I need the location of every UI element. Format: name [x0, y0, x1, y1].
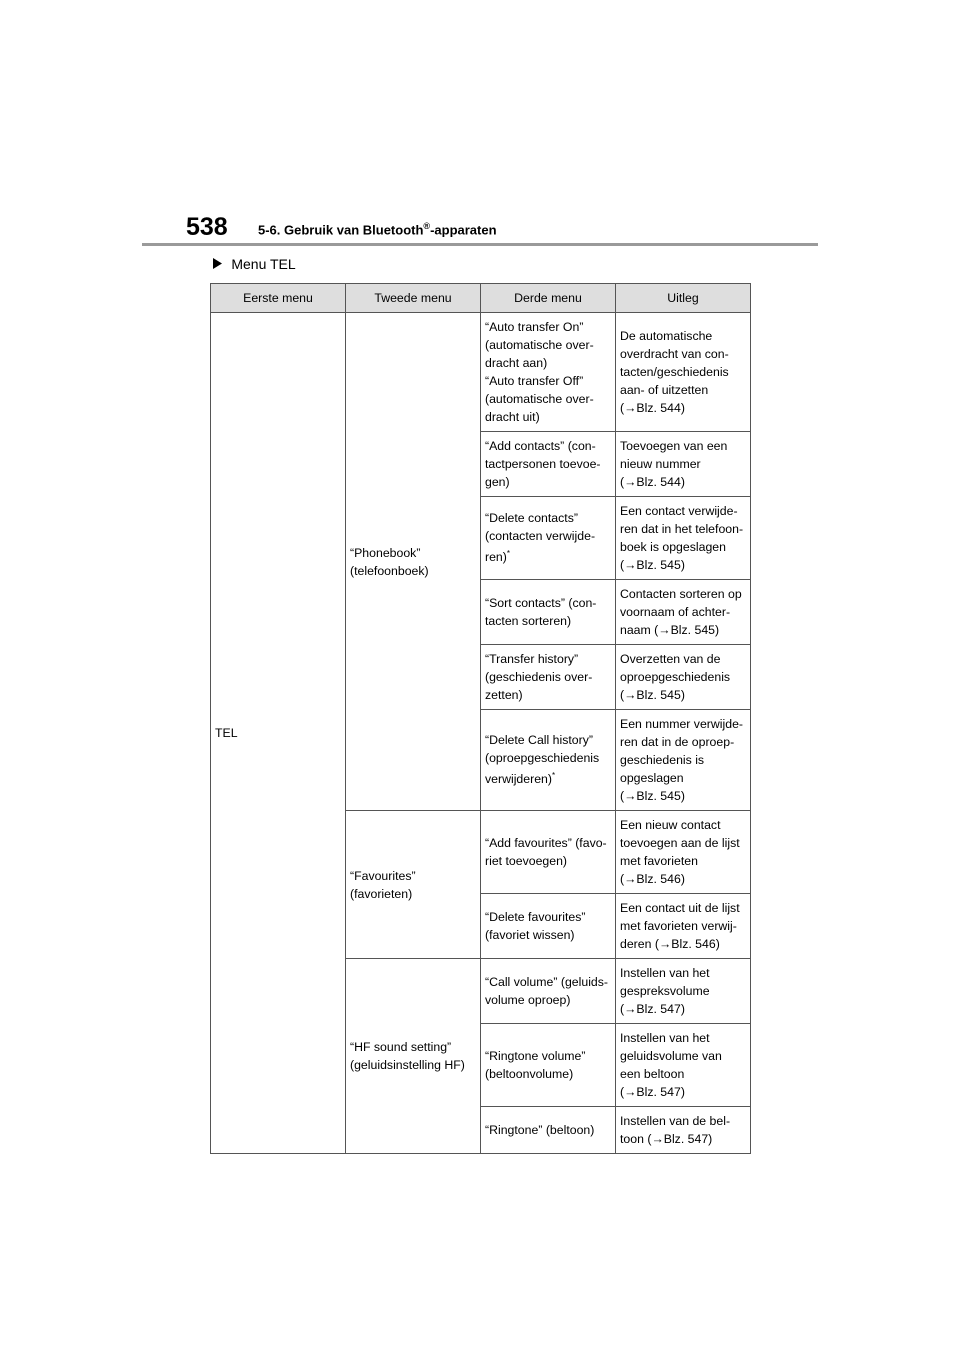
- explanation-cell: [616, 894, 751, 959]
- third-menu-text: “Sort contacts” (con- tacten sorteren): [485, 596, 597, 628]
- column-header-explanation: Uitleg: [616, 284, 751, 313]
- table-header-row: [211, 284, 751, 313]
- explanation-cell: [616, 580, 751, 645]
- explanation-cell: [616, 645, 751, 710]
- explanation-text: Instellen van de bel- toon (→Blz. 547): [620, 1114, 731, 1146]
- explanation-cell: [616, 497, 751, 580]
- third-menu-text: “Call volume” (geluids- volume oproep): [485, 975, 609, 1007]
- explanation-text: Een nieuw contact toevoegen aan de lijst met favorieten (→Blz. 546): [620, 818, 740, 886]
- column-header-third-menu: Derde menu: [481, 284, 616, 313]
- second-menu-text: “HF sound setting” (geluidsinstelling HF): [350, 1040, 465, 1072]
- section-title-text: 5-6. Gebruik van Bluetooth: [258, 222, 424, 238]
- explanation-cell: [616, 313, 751, 432]
- footnote-star: *: [506, 549, 510, 559]
- footnote-star: *: [551, 771, 556, 781]
- explanation-text: Een nummer verwijde- ren dat in de oproep- geschiedenis is opgeslagen (→Blz. 545): [620, 717, 744, 803]
- third-menu-text: “Transfer history” (geschiedenis over- zetten): [485, 652, 593, 702]
- section-title-suffix: -apparaten: [430, 222, 497, 238]
- explanation-cell: [616, 710, 751, 811]
- third-menu-text: “Ringtone volume” (beltoonvolume): [485, 1049, 586, 1081]
- registered-mark: ®: [423, 221, 431, 231]
- header-rule: [142, 243, 818, 246]
- explanation-cell: [616, 432, 751, 497]
- third-menu-cell: [481, 580, 616, 645]
- first-menu-text: TEL: [215, 726, 238, 740]
- tel-menu-table: [210, 283, 751, 1154]
- third-menu-text: “Add favourites” (favo- riet toevoegen): [485, 836, 607, 868]
- third-menu-cell: [481, 497, 616, 580]
- explanation-cell: [616, 959, 751, 1024]
- second-menu-cell-favourites: [346, 811, 481, 959]
- explanation-text: Instellen van het gespreksvolume (→Blz. 547): [620, 966, 710, 1016]
- third-menu-text: “Add contacts” (con- tactpersonen toevoe- gen): [485, 439, 601, 489]
- third-menu-cell: [481, 959, 616, 1024]
- explanation-text: Een contact uit de lijst met favorieten verwij- deren (→Blz. 546): [620, 901, 740, 951]
- table-row: [211, 313, 751, 432]
- explanation-text: De automatische overdracht van con- tacten/geschiedenis aan- of uitzetten (→Blz. 544): [620, 329, 729, 415]
- explanation-text: Toevoegen van een nieuw nummer (→Blz. 544): [620, 439, 728, 489]
- third-menu-cell: [481, 710, 616, 811]
- third-menu-text: “Delete contacts” (contacten verwijde- ren): [485, 511, 596, 565]
- explanation-cell: [616, 1024, 751, 1107]
- explanation-text: Instellen van het geluidsvolume van een beltoon (→Blz. 547): [620, 1031, 722, 1099]
- explanation-cell: [616, 1107, 751, 1154]
- third-menu-text: “Auto transfer On” (automatische over- dracht aan) “Auto transfer Off” (automatische over- dracht uit): [485, 320, 594, 424]
- explanation-cell: [616, 811, 751, 894]
- second-menu-cell-hf-sound: [346, 959, 481, 1154]
- section-title: [258, 217, 497, 239]
- third-menu-text: “Delete favourites” (favoriet wissen): [485, 910, 586, 942]
- explanation-text: Overzetten van de oproepgeschiedenis (→Blz. 545): [620, 652, 731, 702]
- first-menu-cell: [211, 313, 346, 1154]
- subheading-text: Menu TEL: [231, 256, 296, 272]
- third-menu-cell: [481, 1107, 616, 1154]
- third-menu-cell: [481, 645, 616, 710]
- third-menu-text: “Ringtone” (beltoon): [485, 1123, 595, 1137]
- third-menu-text: “Delete Call history” (oproepgeschiedenis verwijderen): [485, 733, 600, 787]
- third-menu-cell: [481, 432, 616, 497]
- column-header-second-menu: Tweede menu: [346, 284, 481, 313]
- second-menu-text: “Phonebook” (telefoonboek): [350, 545, 429, 578]
- third-menu-cell: [481, 811, 616, 894]
- page-number: 538: [186, 213, 228, 241]
- second-menu-cell-phonebook: [346, 313, 481, 811]
- explanation-text: Een contact verwijde- ren dat in het telefoon- boek is opgeslagen (→Blz. 545): [620, 504, 744, 572]
- third-menu-cell: [481, 894, 616, 959]
- third-menu-cell: [481, 313, 616, 432]
- triangle-right-icon: [212, 258, 225, 272]
- second-menu-text: “Favourites” (favorieten): [350, 868, 416, 901]
- column-header-first-menu: Eerste menu: [211, 284, 346, 313]
- subheading: [212, 254, 296, 275]
- third-menu-cell: [481, 1024, 616, 1107]
- explanation-text: Contacten sorteren op voornaam of achter- naam (→Blz. 545): [620, 587, 742, 637]
